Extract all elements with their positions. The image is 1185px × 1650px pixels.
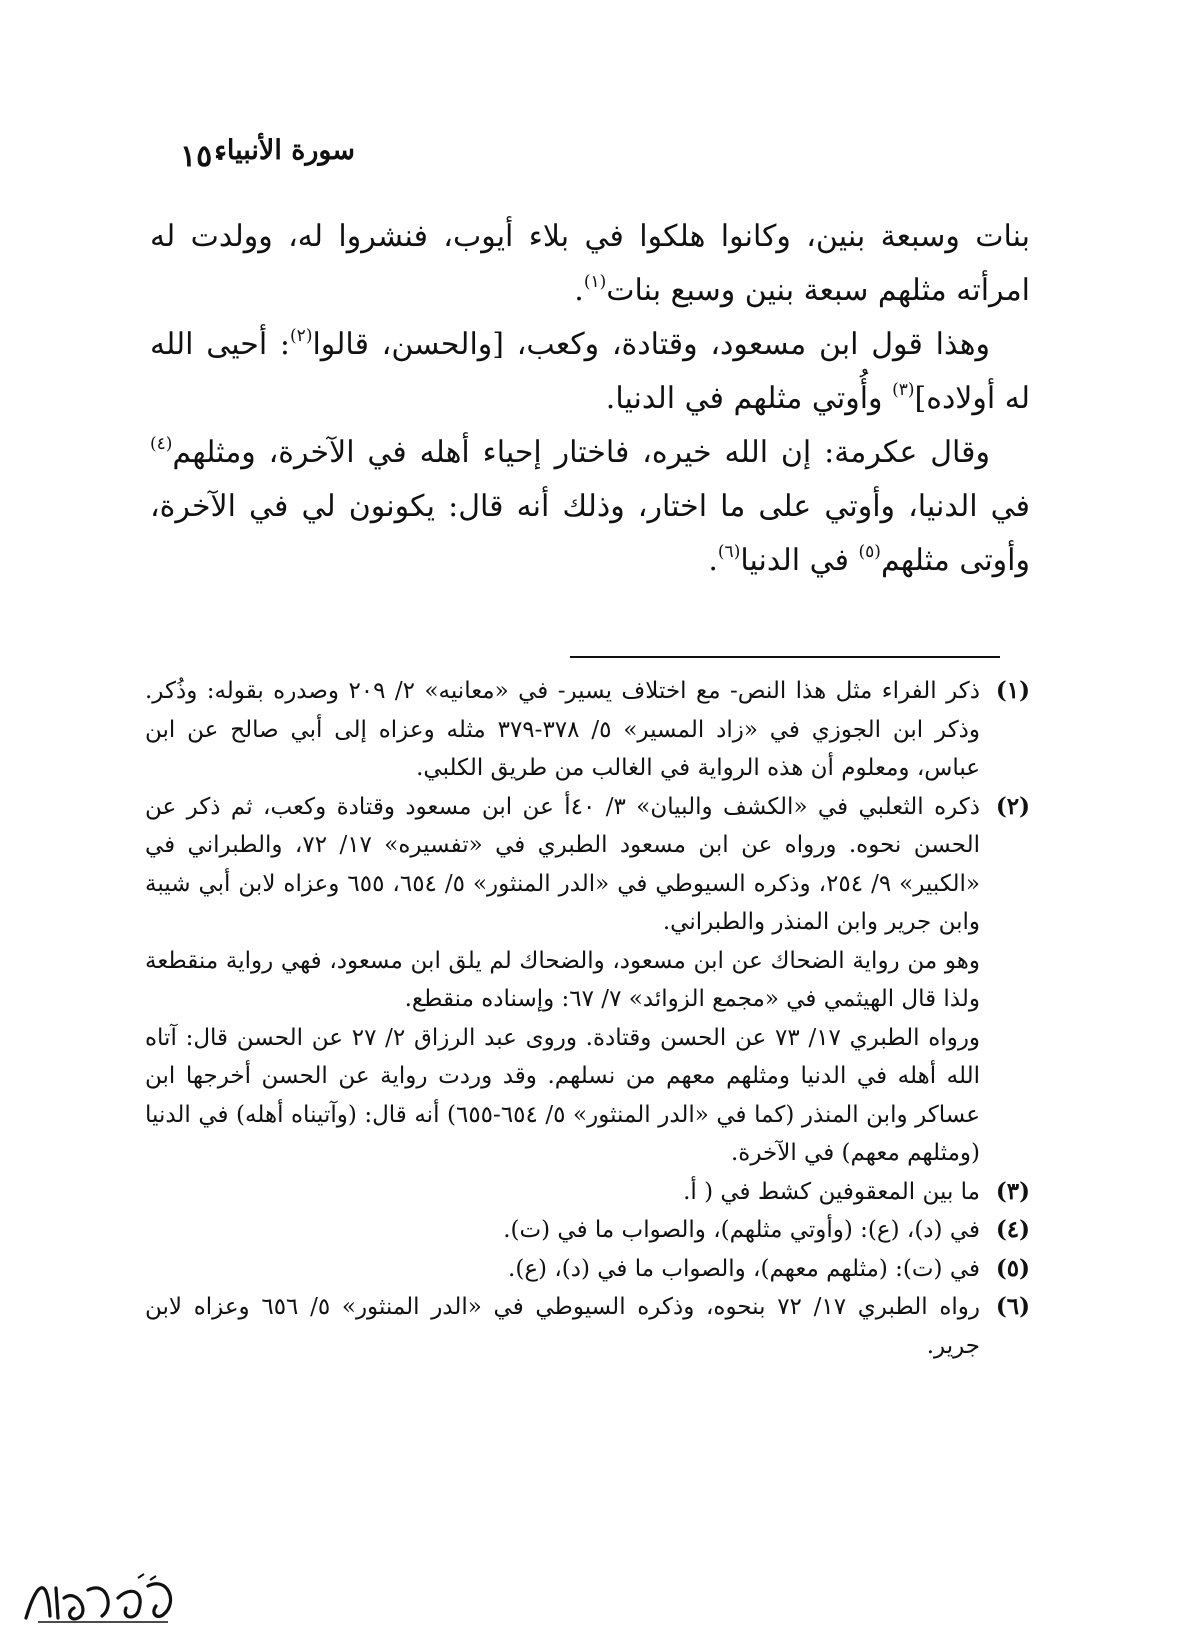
footnote-6 bbox=[145, 1288, 1030, 1365]
footnote-text: في (ت): (مثلهم معهم)، والصواب ما في (د)، (ع). bbox=[508, 1255, 980, 1282]
footnote-ref-4: (٤) bbox=[150, 434, 173, 454]
footnote-text: ورواه الطبري ١٧/ ٧٣ عن الحسن وقتادة. وروى عبد الرزاق ٢/ ٢٧ عن الحسن قال: آتاه الله أهله في الدنيا ومثلهم معهم من نسلهم. وقد وردت رواية عن الحسن أخرجها ابن عساكر وابن المنذر (كما في «الدر المنثور» ٥/ ٦٥٤-٦٥٥) أنه قال: (وآتيناه أهله) في الدنيا (ومثلهم معهم) في الآخرة. bbox=[145, 1024, 981, 1166]
paragraph-2-text-2: : أحيى الله له أولاده] bbox=[150, 327, 1030, 416]
footnote-text: وهو من رواية الضحاك عن ابن مسعود، والضحاك لم يلق ابن مسعود، فهي رواية منقطعة ولذا قال الهيثمي في «مجمع الزوائد» ٧/ ٦٧: وإسناده منقطع. bbox=[145, 947, 980, 1012]
footnote-text: رواه الطبري ١٧/ ٧٢ بنحوه، وذكره السيوطي في «الدر المنثور» ٥/ ٦٥٦ وعزاه لابن جرير. bbox=[145, 1294, 980, 1359]
paragraph-3-text-2: في الدنيا، وأوتي على ما اختار، وذلك أنه قال: يكونون لي في الآخرة، وأوتى مثلهم bbox=[150, 489, 1030, 578]
paragraph-1-tail: . bbox=[574, 273, 584, 308]
footnote-body bbox=[145, 788, 980, 1173]
surah-title: سورة الأنبياء bbox=[214, 135, 355, 166]
footnote-body bbox=[145, 1288, 980, 1365]
footnote-text: ذكره الثعلبي في «الكشف والبيان» ٣/ ٤٠أ عن ابن مسعود وقتادة وكعب، ثم ذكر عن الحسن نحوه. ورواه عن ابن مسعود الطبري في «تفسيره» ١٧/ ٧٢، والطبراني في «الكبير» ٩/ ٢٥٤، وذكره السيوطي في «الدر المنثور» ٥/ ٦٥٤، ٦٥٥ وعزاه لابن أبي شيبة وابن جرير وابن المنذر والطبراني. bbox=[145, 793, 981, 935]
footnote-2 bbox=[145, 788, 1030, 1173]
footnote-number: (٤) bbox=[995, 1216, 1030, 1243]
footnote-number: (٢) bbox=[995, 792, 1030, 820]
calligraphic-seal-icon bbox=[18, 1568, 188, 1626]
footnote-body bbox=[145, 672, 980, 788]
paragraph-3-text: وقال عكرمة: إن الله خيره، فاختار إحياء أهله في الآخرة، ومثلهم bbox=[172, 435, 990, 470]
footnote-5 bbox=[145, 1250, 1030, 1289]
footnote-text: ذكر الفراء مثل هذا النص- مع اختلاف يسير- في «معانيه» ٢/ ٢٠٩ وصدره بقوله: وذُكر. وذكر ابن الجوزي في «زاد المسير» ٥/ ٣٧٨-٣٧٩ مثله وعزاه إلى أبي صالح عن ابن عباس، ومعلوم أن هذه الرواية في الغالب من طريق الكلبي. bbox=[145, 678, 980, 781]
paragraph-2 bbox=[150, 318, 1030, 426]
footnote-ref-1: (١) bbox=[583, 272, 607, 292]
paragraph-3 bbox=[150, 426, 1030, 588]
paragraph-1-text: بنات وسبعة بنين، وكانوا هلكوا في بلاء أيوب، فنشروا له، وولدت له امرأته مثلهم سبعة بنين وسبع بنات bbox=[150, 219, 1030, 308]
footnotes bbox=[145, 672, 1030, 1365]
footnote-body bbox=[145, 1211, 980, 1250]
paragraph-3-tail: . bbox=[708, 543, 718, 578]
footnote-4 bbox=[145, 1211, 1030, 1250]
footnote-number: (٣) bbox=[995, 1177, 1030, 1205]
paragraph-1 bbox=[150, 210, 1030, 318]
footnote-number: (١) bbox=[995, 677, 1030, 704]
paragraph-3-text-3: في الدنيا bbox=[740, 543, 859, 578]
footnote-ref-2: (٢) bbox=[290, 326, 313, 346]
footnote-ref-6: (٦) bbox=[717, 542, 741, 562]
paragraph-2-text-3: وأُوتي مثلهم في الدنيا. bbox=[605, 381, 893, 416]
page-header bbox=[0, 125, 1185, 185]
footnote-separator bbox=[570, 656, 1000, 658]
page-number: ١٥٠ bbox=[180, 139, 229, 174]
footnote-ref-5: (٥) bbox=[858, 542, 881, 562]
footnote-body bbox=[145, 1250, 980, 1289]
footnote-text: في (د)، (ع): (وأوتي مثلهم)، والصواب ما في (ت). bbox=[503, 1217, 980, 1243]
footnote-ref-3: (٣) bbox=[892, 380, 915, 400]
seal-graphic bbox=[18, 1568, 188, 1626]
footnote-body bbox=[145, 1173, 980, 1212]
footnote-number: (٥) bbox=[995, 1254, 1030, 1282]
footnote-3 bbox=[145, 1173, 1030, 1212]
footnote-1 bbox=[145, 672, 1030, 788]
main-text bbox=[150, 210, 1030, 588]
footnote-number: (٦) bbox=[995, 1293, 1030, 1320]
paragraph-2-text: وهذا قول ابن مسعود، وقتادة، وكعب، [والحسن، قالوا bbox=[312, 327, 991, 362]
footnote-text: ما بين المعقوفين كشط في ( أ. bbox=[683, 1178, 980, 1205]
